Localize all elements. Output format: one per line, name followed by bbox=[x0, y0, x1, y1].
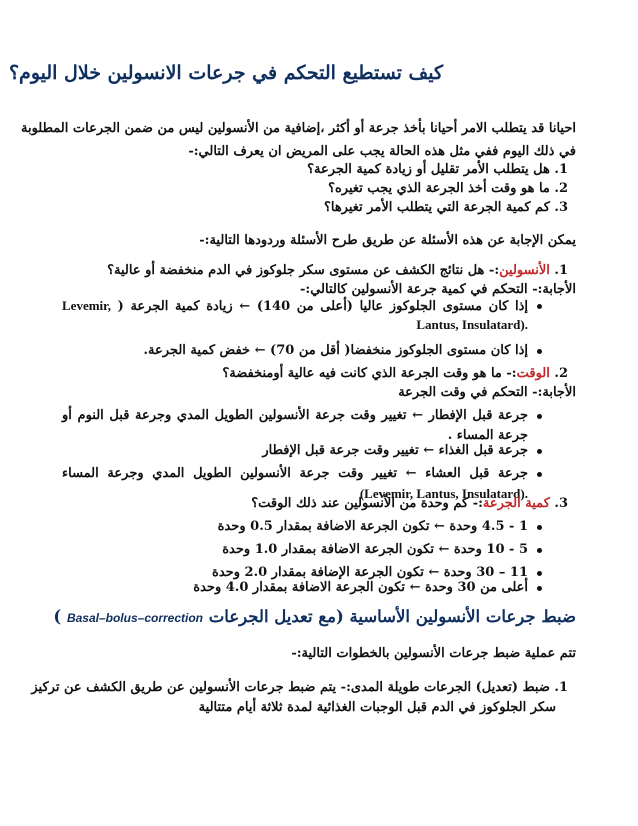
question-3-text: كم كمية الجرعة التي يتطلب الأمر تغيرها؟ bbox=[323, 200, 550, 215]
section-2-question bbox=[222, 365, 568, 383]
question-2 bbox=[328, 180, 568, 198]
bullet-dot bbox=[537, 571, 542, 576]
section-1-bullet-1 bbox=[62, 297, 528, 316]
section-3-keyword: كمية الجرعة bbox=[482, 496, 550, 511]
section-heading-close: ) bbox=[53, 607, 62, 626]
section-3-bullet-3: 11 – 30 وحدة ← تكون الجرعة الإضافة بمقدار 2.0 وحدة bbox=[212, 565, 528, 580]
step-1-number: 1. bbox=[554, 680, 568, 695]
section-1-number: 1. bbox=[554, 263, 568, 278]
bullet-dot bbox=[537, 472, 542, 477]
question-1-text: هل يتطلب الأمر تقليل أو زيادة كمية الجرعة؟ bbox=[307, 162, 550, 177]
bullet-dot bbox=[537, 414, 542, 419]
bullet-dot bbox=[537, 304, 542, 309]
question-2-text: ما هو وقت أخذ الجرعة الذي يجب تغيره؟ bbox=[328, 181, 550, 196]
intro-line-2: في ذلك اليوم ففي مثل هذه الحالة يجب على المريض ان يعرف التالي:- bbox=[188, 144, 576, 159]
question-1 bbox=[307, 161, 568, 179]
section-1-bullet-1-arabic: إذا كان مستوى الجلوكوز عاليا (أعلى من 140) ← زيادة كمية الجرعة ( bbox=[117, 299, 529, 314]
section-3-bullet-4: أعلى من 30 وحدة ← تكون الجرعة الاضافة بمقدار 4.0 وحدة bbox=[193, 580, 528, 595]
section-heading-arabic: ضبط جرعات الأنسولين الأساسية (مع تعديل الجرعات bbox=[208, 607, 576, 626]
section-3-question bbox=[251, 495, 568, 513]
question-3 bbox=[324, 199, 568, 217]
section-2-bullet-2: جرعة قبل الغذاء ← تغيير وقت جرعة قبل الإفطار bbox=[262, 443, 528, 458]
section-1-bullet-2: إذا كان مستوى الجلوكوز منخفضا( أقل من 70) ← خفض كمية الجرعة. bbox=[143, 343, 528, 358]
section-3-bullet-2: 5 - 10 وحدة ← تكون الجرعة الاضافة بمقدار 1.0 وحدة bbox=[222, 542, 528, 557]
section-2-keyword: الوقت bbox=[516, 366, 550, 381]
answer-intro: يمكن الإجابة عن هذه الأسئلة عن طريق طرح الأسئلة وردودها التالية:- bbox=[199, 233, 576, 248]
section-2-bullet-3: جرعة قبل العشاء ← تغيير وقت جرعة الأنسولين الطويل المدي وجرعة المساء bbox=[62, 466, 528, 481]
question-2-number: 2. bbox=[554, 181, 568, 196]
bullet-dot bbox=[537, 349, 542, 354]
bullet-dot bbox=[537, 548, 542, 553]
section-heading-latin: Basal–bolus–correction bbox=[66, 611, 204, 625]
step-1-text: ضبط (تعديل) الجرعات طويلة المدى:- يتم ضبط جرعات الأنسولين عن طريق الكشف عن تركيز bbox=[31, 680, 550, 695]
section-1-question bbox=[107, 262, 568, 280]
section-1-keyword: الأنسولين bbox=[499, 263, 550, 278]
question-1-number: 1. bbox=[554, 162, 568, 177]
bullet-dot bbox=[537, 586, 542, 591]
section-3-question-text: :- كم وحدة من الأنسولين عند ذلك الوقت؟ bbox=[251, 496, 483, 511]
bullet-dot bbox=[537, 449, 542, 454]
question-3-number: 3. bbox=[554, 200, 568, 215]
step-1-line-2: سكر الجلوكوز في الدم قبل الوجبات الغذائية لمدة ثلاثة أيام متتالية bbox=[198, 700, 556, 715]
section-1-question-text: :- هل نتائج الكشف عن مستوى سكر جلوكوز في الدم منخفضة أو عالية؟ bbox=[107, 263, 500, 278]
section-2-bullet-1: جرعة قبل الإفطار ← تغيير وقت جرعة الأنسولين الطويل المدي وجرعة قبل النوم أو bbox=[62, 408, 528, 423]
section-2-question-text: :- ما هو وقت الجرعة الذي كانت فيه عالية أومنخفضة؟ bbox=[222, 366, 517, 381]
intro-line-1: احيانا قد يتطلب الامر أحيانا بأخذ جرعة أو أكثر ،إضافية من الأنسولين ليس من ضمن الجرعات المطلوبة bbox=[20, 121, 576, 136]
section-1-bullet-1-latin-2: Lantus, Insulatard). bbox=[416, 317, 528, 332]
step-1-line-1 bbox=[31, 679, 568, 697]
section-3-bullet-1: 1 - 4.5 وحدة ← تكون الجرعة الاضافة بمقدار 0.5 وحدة bbox=[217, 519, 528, 534]
bullet-dot bbox=[537, 525, 542, 530]
section-1-answer: الأجابة:- التحكم في كمية جرعة الأنسولين كالتالي:- bbox=[300, 282, 576, 297]
section-2-answer: الأجابة:- التحكم في وقت الجرعة bbox=[398, 385, 576, 400]
section-2-bullet-1-continued: جرعة المساء . bbox=[447, 428, 528, 443]
section-2-number: 2. bbox=[554, 366, 568, 381]
page-title: كيف تستطيع التحكم في جرعات الانسولين خلال اليوم؟ bbox=[8, 62, 443, 84]
section-3-number: 3. bbox=[554, 496, 568, 511]
section-2-bullet-3-latin: (Levemir, Lantus, Insulatard). bbox=[359, 486, 528, 501]
section-heading bbox=[53, 607, 576, 627]
section-1-bullet-1-continued bbox=[416, 316, 528, 335]
section-1-bullet-1-latin: Levemir, bbox=[62, 298, 111, 313]
section-heading-intro: تتم عملية ضبط جرعات الأنسولين بالخطوات التالية:- bbox=[291, 646, 576, 661]
